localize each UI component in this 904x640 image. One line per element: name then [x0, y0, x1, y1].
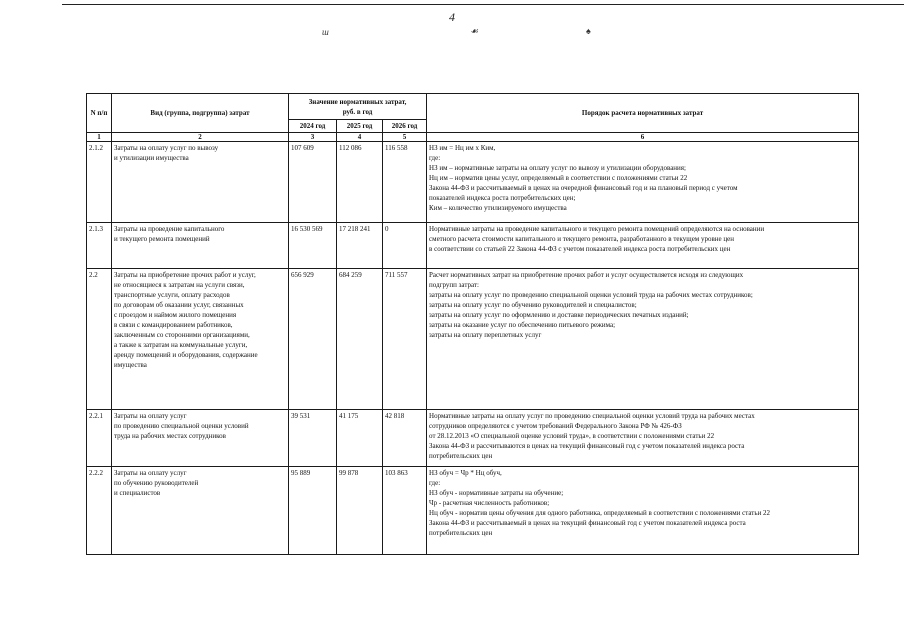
- header-method: Порядок расчета нормативных затрат: [427, 94, 859, 133]
- row-value-2025: 684 259: [337, 269, 383, 410]
- row-method: Расчет нормативных затрат на приобретение прочих работ и услуг осуществляется исходя из следующих подгрупп затрат: затраты на оплату услуг по проведению специальной оценки условий труда на рабочих местах сотрудников; затраты на оплату услуг по обучению руководителей и специалистов; затраты на оплату услуг по оформлению и доставке периодических печатных изданий; затраты на оказание услуг по обеспечению питьевого режима; затраты на оплату переплетных услуг: [427, 269, 859, 410]
- row-value-2024: 95 889: [289, 467, 337, 555]
- row-value-2024: 39 531: [289, 410, 337, 467]
- column-number: 2: [112, 133, 289, 142]
- row-value-2026: 711 557: [383, 269, 427, 410]
- row-method: Нормативные затраты на оплату услуг по проведению специальной оценки условий труда на рабочих местах сотрудников определяются с учетом требований Федерального Закона РФ № 426-ФЗ от 28.12.2013 «О специальной оценке условий труда», в соответствии с положениями статьи 22 Закона 44-ФЗ и рассчитываются в ценах на текущий финансовый год с учетом показателей индекса роста потребительских цен: [427, 410, 859, 467]
- row-number: 2.1.2: [87, 142, 112, 223]
- row-value-2025: 17 218 241: [337, 223, 383, 269]
- row-cost-type: Затраты на оплату услуг по проведению специальной оценки условий труда на рабочих местах сотрудников: [112, 410, 289, 467]
- header-cost-type: Вид (группа, подгруппа) затрат: [112, 94, 289, 133]
- row-value-2026: 0: [383, 223, 427, 269]
- row-value-2024: 656 929: [289, 269, 337, 410]
- column-number: 5: [383, 133, 427, 142]
- row-number: 2.2.2: [87, 467, 112, 555]
- scan-mark: ♠: [586, 26, 591, 36]
- row-value-2025: 41 175: [337, 410, 383, 467]
- column-number: 1: [87, 133, 112, 142]
- row-cost-type: Затраты на оплату услуг по вывозу и утилизации имущества: [112, 142, 289, 223]
- column-number: 6: [427, 133, 859, 142]
- header-year: 2024 год: [289, 120, 337, 133]
- scan-mark: ш: [322, 27, 329, 37]
- row-number: 2.1.3: [87, 223, 112, 269]
- row-value-2024: 16 530 569: [289, 223, 337, 269]
- row-cost-type: Затраты на приобретение прочих работ и услуг, не относящиеся к затратам на услуги связи, транспортные услуги, оплату расходов по договорам об оказании услуг, связанных с проездом и наймом жилого помещения в связи с командированием работников, заключенным со сторонними организациями, а также к затратам на коммунальные услуги, аренду помещений и оборудования, содержание имущества: [112, 269, 289, 410]
- table-row: [87, 467, 859, 555]
- top-border-line: [62, 4, 904, 5]
- row-value-2025: 112 086: [337, 142, 383, 223]
- row-number: 2.2.1: [87, 410, 112, 467]
- header-values: Значение нормативных затрат, руб. в год: [289, 94, 427, 120]
- row-value-2026: 103 863: [383, 467, 427, 555]
- normative-costs-table: [86, 93, 859, 555]
- row-method: НЗ обуч = Чр * Нц обуч, где: НЗ обуч - нормативные затраты на обучение; Чр - расчетная численность работников; Нц обуч - норматив цены обучения для одного работника, определяемый в соответствии с положениями статьи 22 Закона 44-ФЗ и рассчитываемый в ценах на текущий финансовый год с учетом показателей индекса роста потребительских цен: [427, 467, 859, 555]
- column-number: 3: [289, 133, 337, 142]
- table-row: [87, 223, 859, 269]
- header-year: 2025 год: [337, 120, 383, 133]
- row-value-2025: 99 878: [337, 467, 383, 555]
- row-value-2026: 116 558: [383, 142, 427, 223]
- row-value-2026: 42 818: [383, 410, 427, 467]
- header-number: N п/п: [87, 94, 112, 133]
- table-row: [87, 410, 859, 467]
- row-value-2024: 107 609: [289, 142, 337, 223]
- table-row: [87, 142, 859, 223]
- row-cost-type: Затраты на оплату услуг по обучению руководителей и специалистов: [112, 467, 289, 555]
- row-method: Нормативные затраты на проведение капитального и текущего ремонта помещений определяются на основании сметного расчета стоимости капитального и текущего ремонта, разработанного в текущем уровне цен в соответствии со статьей 22 Закона 44-ФЗ с учетом показателей индекса роста потребительских цен: [427, 223, 859, 269]
- page-number: 4: [449, 10, 455, 24]
- table-row: [87, 269, 859, 410]
- column-numbers-row: [87, 133, 859, 142]
- header-year: 2026 год: [383, 120, 427, 133]
- column-number: 4: [337, 133, 383, 142]
- row-method: НЗ им = Нц им х Ким, где: НЗ им – нормативные затраты на оплату услуг по вывозу и утилизации оборудования; Нц им – норматив цены услуг, определяемый в соответствии с положениями статьи 22 Закона 44-ФЗ и рассчитываемый в ценах на очередной финансовый год и на плановый период с учетом показателей индекса роста потребительских цен; Ким – количество утилизируемого имущества: [427, 142, 859, 223]
- header-row: [87, 94, 859, 120]
- scan-mark: ☙: [470, 26, 479, 36]
- row-number: 2.2: [87, 269, 112, 410]
- row-cost-type: Затраты на проведение капитального и текущего ремонта помещений: [112, 223, 289, 269]
